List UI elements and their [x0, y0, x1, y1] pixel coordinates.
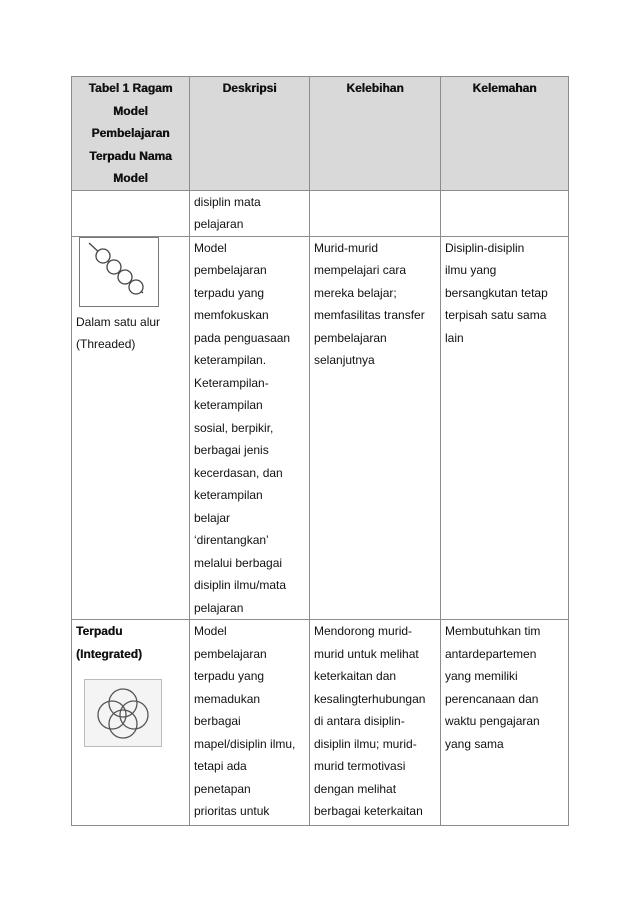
cell-model — [72, 236, 190, 620]
models-table — [71, 76, 569, 826]
header-model: Tabel 1 Ragam Model Pembelajaran Terpadu Nama Model — [72, 77, 190, 191]
threaded-beads-icon — [79, 237, 159, 307]
cell-kelemahan: Membutuhkan tim antardepartemen yang memiliki perencanaan dan waktu pengajaran yang sama — [441, 620, 569, 826]
cell-kelemahan — [441, 190, 569, 236]
model-name: Dalam satu alur (Threaded) — [76, 314, 161, 351]
cell-deskripsi: Model pembelajaran terpadu yang memadukan berbagai mapel/disiplin ilmu, tetapi ada penetapan prioritas untuk — [190, 620, 310, 826]
header-deskripsi: Deskripsi — [190, 77, 310, 191]
cell-deskripsi: Model pembelajaran terpadu yang memfokuskan pada penguasaan keterampilan. Keterampilan- keterampilan sosial, berpikir, berbagai jenis kecerdasan, dan keterampilan belajar ‘direntangkan’ melalui berbagai disiplin ilmu/mata pelajaran — [190, 236, 310, 620]
cell-model — [72, 620, 190, 826]
model-name: Terpadu (Integrated) — [76, 624, 142, 661]
cell-kelemahan: Disiplin-disiplin ilmu yang bersangkutan tetap terpisah satu sama lain — [441, 236, 569, 620]
table-row — [72, 620, 569, 826]
table-header-row — [72, 77, 569, 191]
table-row — [72, 236, 569, 620]
cell-kelebihan: Murid-murid mempelajari cara mereka belajar; memfasilitas transfer pembelajaran selanjutnya — [310, 236, 441, 620]
integrated-circles-icon — [84, 679, 162, 747]
table-row — [72, 190, 569, 236]
cell-deskripsi: disiplin mata pelajaran — [190, 190, 310, 236]
header-kelemahan: Kelemahan — [441, 77, 569, 191]
cell-model — [72, 190, 190, 236]
cell-kelebihan: Mendorong murid- murid untuk melihat keterkaitan dan kesalingterhubungan di antara disiplin- disiplin ilmu; murid- murid termotivasi dengan melihat berbagai keterkaitan — [310, 620, 441, 826]
header-kelebihan: Kelebihan — [310, 77, 441, 191]
cell-kelebihan — [310, 190, 441, 236]
